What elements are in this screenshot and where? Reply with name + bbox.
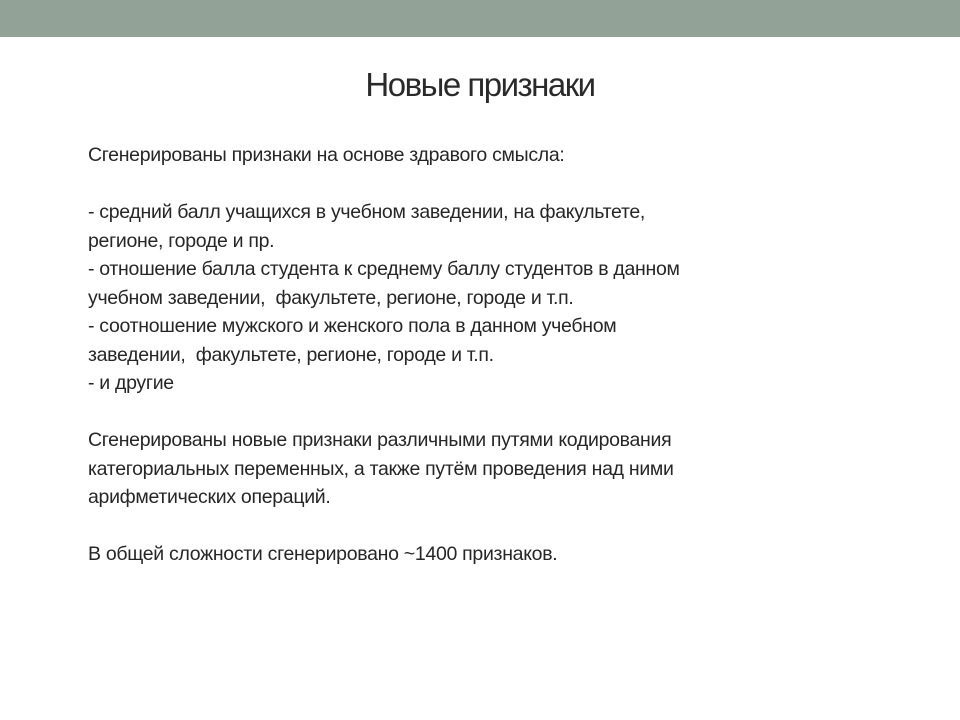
text-line: Сгенерированы признаки на основе здравого смысла:: [88, 144, 565, 166]
text-line: учебном заведении, факультете, регионе, городе и т.п.: [88, 286, 574, 309]
paragraph-feature-list: [88, 198, 888, 398]
paragraph-total: [88, 540, 888, 569]
text-line: заведении, факультете, регионе, городе и т.п.: [88, 343, 494, 366]
slide-title: Новые признаки: [365, 66, 595, 103]
text-line: - средний балл учащихся в учебном заведении, на факультете,: [88, 201, 646, 223]
text-line: - соотношение мужского и женского пола в данном учебном: [88, 315, 617, 337]
paragraph-encoding: [88, 426, 888, 512]
text-line: арифметических операций.: [88, 486, 331, 508]
spacer: [88, 170, 888, 199]
text-line: В общей сложности сгенерировано ~1400 признаков.: [88, 543, 558, 565]
text-line: - отношение балла студента к среднему баллу студентов в данном: [88, 258, 680, 280]
text-line: Сгенерированы новые признаки различными путями кодирования: [88, 429, 672, 451]
text-line: категориальных переменных, а также путём проведения над ними: [88, 457, 674, 480]
paragraph-intro: [88, 141, 888, 170]
spacer: [88, 398, 888, 427]
text-line: - и другие: [88, 372, 174, 394]
slide-body: [88, 141, 888, 569]
header-band: [0, 0, 960, 37]
text-line: регионе, городе и пр.: [88, 229, 275, 252]
spacer: [88, 512, 888, 541]
